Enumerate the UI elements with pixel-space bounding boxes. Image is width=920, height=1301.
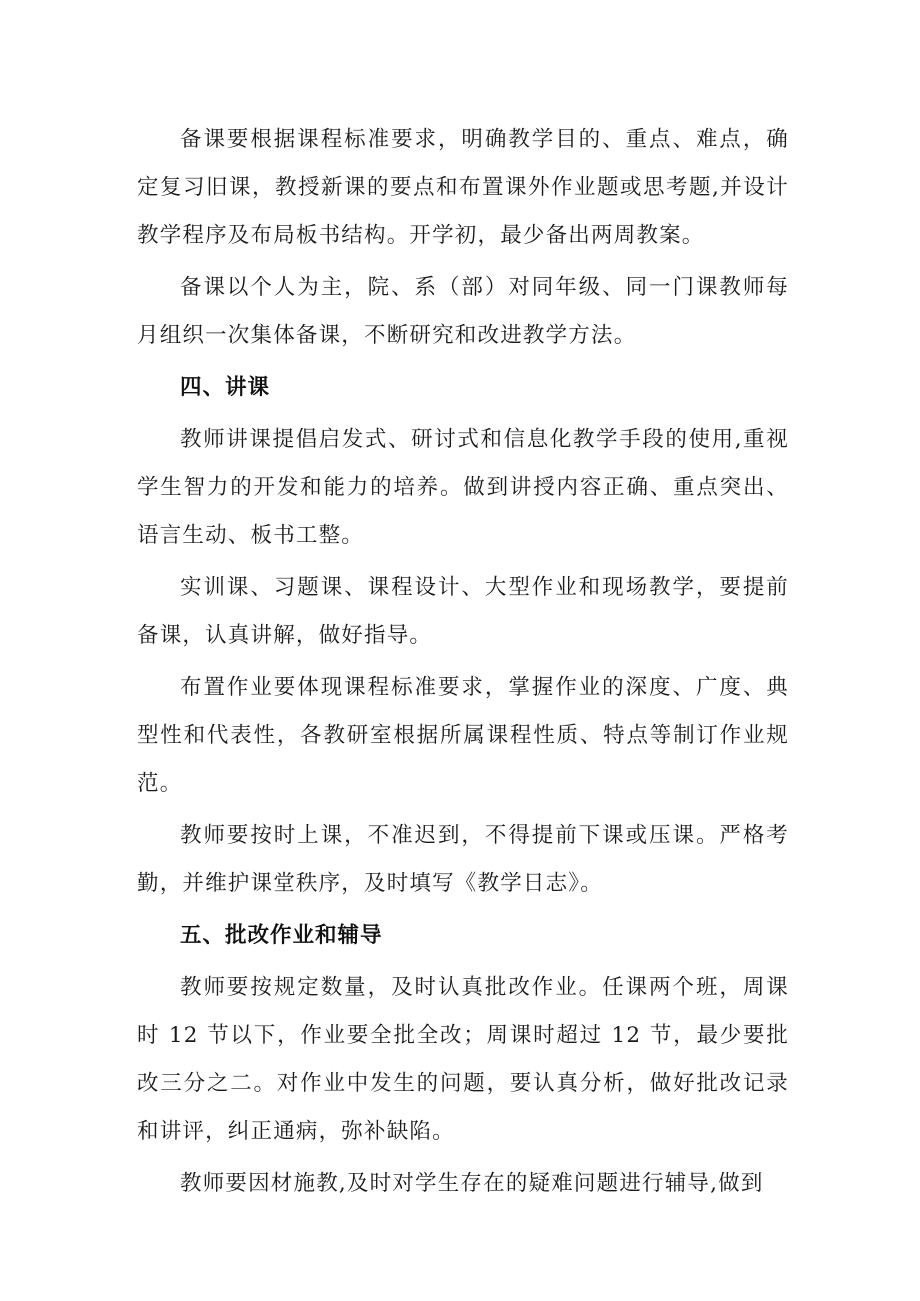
section-heading-lecturing: 四、讲课 — [180, 375, 271, 400]
paragraph-group-preparation: 备课以个人为主，院、系（部）对同年级、同一门课教师每月组织一次集体备课，不断研究和改进教学方法。 — [137, 275, 789, 348]
paragraph-tutoring: 教师要因材施教,及时对学生存在的疑难问题进行辅导,做到 — [180, 1171, 764, 1196]
paragraph-assignments: 布置作业要体现课程标准要求，掌握作业的深度、广度、典型性和代表性，各教研室根据所属课程性质、特点等制订作业规范。 — [137, 675, 789, 796]
paragraph-practical-classes: 实训课、习题课、课程设计、大型作业和现场教学，要提前备课，认真讲解，做好指导。 — [137, 575, 789, 648]
section-heading-grading-tutoring: 五、批改作业和辅导 — [180, 923, 383, 948]
document-body — [137, 116, 789, 1212]
paragraph-grading: 教师要按规定数量，及时认真批改作业。任课两个班，周课时 12 节以下，作业要全批全改；周课时超过 12 节，最少要批改三分之二。对作业中发生的问题，要认真分析，做好批改记录和讲评，纠正通病，弥补缺陷。 — [137, 975, 789, 1144]
paragraph-attendance: 教师要按时上课，不准迟到，不得提前下课或压课。严格考勤，并维护课堂秩序，及时填写《教学日志》。 — [137, 823, 789, 896]
paragraph-teaching-methods: 教师讲课提倡启发式、研讨式和信息化教学手段的使用,重视学生智力的开发和能力的培养。做到讲授内容正确、重点突出、语言生动、板书工整。 — [137, 427, 789, 548]
paragraph-lesson-preparation: 备课要根据课程标准要求，明确教学目的、重点、难点，确定复习旧课，教授新课的要点和布置课外作业题或思考题,并设计教学程序及布局板书结构。开学初，最少备出两周教案。 — [137, 127, 789, 248]
